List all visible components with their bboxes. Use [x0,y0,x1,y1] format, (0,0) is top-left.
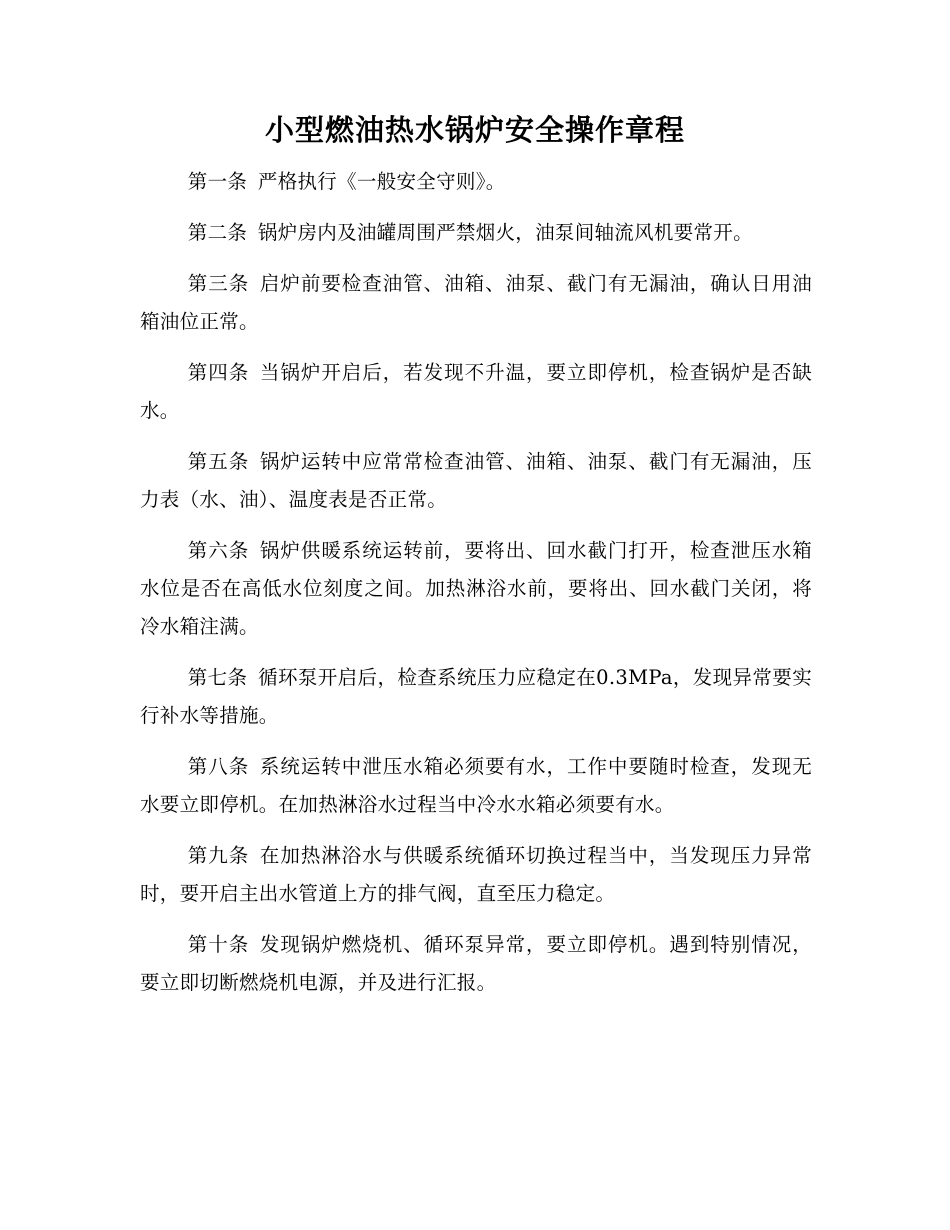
article-1 [140,163,812,201]
article-text: 循环泵开启后，检查系统压力应稳定在0.3MPa，发现异常要实行补水等措施。 [140,666,812,727]
article-number: 第七条 [187,666,248,689]
article-number: 第九条 [187,844,250,867]
article-number: 第一条 [187,170,248,193]
article-3 [140,265,812,341]
article-5 [140,443,812,519]
article-6 [140,532,812,646]
article-number: 第二条 [187,221,248,244]
article-text: 锅炉房内及油罐周围严禁烟火，油泵间轴流风机要常开。 [257,221,753,244]
article-text: 锅炉供暖系统运转前，要将出、回水截门打开，检查泄压水箱水位是否在高低水位刻度之间。加热淋浴水前，要将出、回水截门关闭，将冷水箱注满。 [140,539,812,638]
article-text: 在加热淋浴水与供暖系统循环切换过程当中，当发现压力异常时，要开启主出水管道上方的排气阀，直至压力稳定。 [140,844,812,905]
article-number: 第五条 [187,450,250,473]
article-number: 第十条 [187,933,250,956]
article-10 [140,926,812,1002]
article-number: 第八条 [187,755,250,778]
article-text: 发现锅炉燃烧机、循环泵异常，要立即停机。遇到特别情况，要立即切断燃烧机电源，并及进行汇报。 [140,933,812,994]
article-text: 系统运转中泄压水箱必须要有水，工作中要随时检查，发现无水要立即停机。在加热淋浴水过程当中冷水水箱必须要有水。 [140,755,812,816]
document-title: 小型燃油热水锅炉安全操作章程 [264,113,685,147]
article-number: 第六条 [187,539,250,562]
article-text: 锅炉运转中应常常检查油管、油箱、油泵、截门有无漏油，压力表（水、油）、温度表是否正常。 [140,450,812,511]
article-9 [140,837,812,913]
document-body [140,163,812,1015]
article-number: 第四条 [187,361,250,384]
article-8 [140,748,812,824]
article-text: 当锅炉开启后，若发现不升温，要立即停机，检查锅炉是否缺水。 [140,361,812,422]
article-4 [140,354,812,430]
article-text: 启炉前要检查油管、油箱、油泵、截门有无漏油，确认日用油箱油位正常。 [140,272,812,333]
article-2 [140,214,812,252]
article-7 [140,659,812,735]
article-number: 第三条 [187,272,250,295]
article-text: 严格执行《一般安全守则》。 [257,170,506,193]
